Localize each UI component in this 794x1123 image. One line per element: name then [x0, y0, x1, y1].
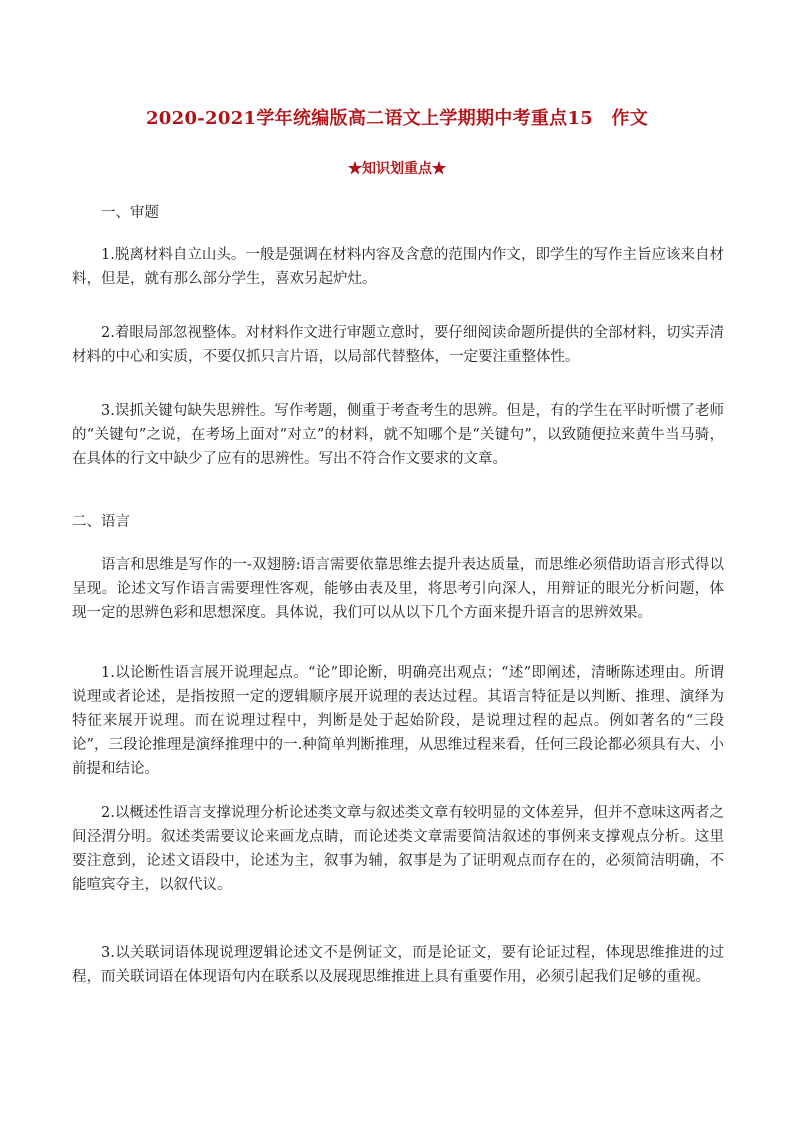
paragraph: 语言和思维是写作的一-双翅膀:语言需要依靠思维去提升表达质量，而思维必须借助语言形式得以呈现。论述文写作语言需要理性客观，能够由表及里，将思考引向深人，用辩证的眼光分析问题，体现一定的思辨色彩和思想深度。具体说，我们可以从以下几个方面来提升语言的思辨效果。 [72, 557, 724, 621]
paragraph: 2.以概述性语言支撑说理分析论述类文章与叙述类文章有较明显的文体差异，但并不意味这两者之间泾渭分明。叙述类需要议论来画龙点睛，而论述类文章需要简洁叙述的事例来支撑观点分析。这里要注意到，论述文语段中，论述为主，叙事为辅，叙事是为了证明观点而存在的，必须简洁明确，不能喧宾夺主，以叙代议。 [72, 805, 724, 893]
paragraph: 3.以关联词语体现说理逻辑论述文不是例证文，而是论证文，要有论证过程，体现思维推进的过程，而关联词语在体现语句内在联系以及展现思维推进上具有重要作用，必须引起我们足够的重视。 [72, 945, 724, 985]
section-heading: 二、语言 [72, 514, 130, 530]
document-subtitle: ★知识划重点★ [348, 161, 446, 177]
document-title: 2020-2021学年统编版高二语文上学期期中考重点15 作文 [145, 108, 648, 129]
paragraph: 2.着眼局部忽视整体。对材料作文进行审题立意时，要仔细阅读命题所提供的全部材料，切实弄清材料的中心和实质，不要仅抓只言片语，以局部代替整体，一定要注重整体性。 [72, 325, 724, 365]
section-heading: 一、审题 [101, 205, 159, 221]
paragraph: 3.误抓关键句缺失思辨性。写作考题，侧重于考查考生的思辨。但是，有的学生在平时听惯了老师的“关键句”之说，在考场上面对“对立”的材料，就不知哪个是“关键句”，以致随便拉来黄牛当马骑，在具体的行文中缺少了应有的思辨性。写出不符合作文要求的文章。 [72, 403, 724, 467]
paragraph: 1.脱离材料自立山头。一般是强调在材料内容及含意的范围内作文，即学生的写作主旨应该来自材料，但是，就有那么部分学生，喜欢另起炉灶。 [72, 247, 724, 287]
paragraph: 1.以论断性语言展开说理起点。“论”即论断，明确亮出观点；“述”即阐述，清晰陈述理由。所谓说理或者论述，是指按照一定的逻辑顺序展开说理的表达过程。其语言特征是以判断、推理、演绎为特征来展开说理。而在说理过程中，判断是处于起始阶段，是说理过程的起点。例如著名的“三段论”，三段论推理是演绎推理中的一.种简单判断推理，从思维过程来看，任何三段论都必须具有大、小前提和结论。 [72, 665, 724, 777]
